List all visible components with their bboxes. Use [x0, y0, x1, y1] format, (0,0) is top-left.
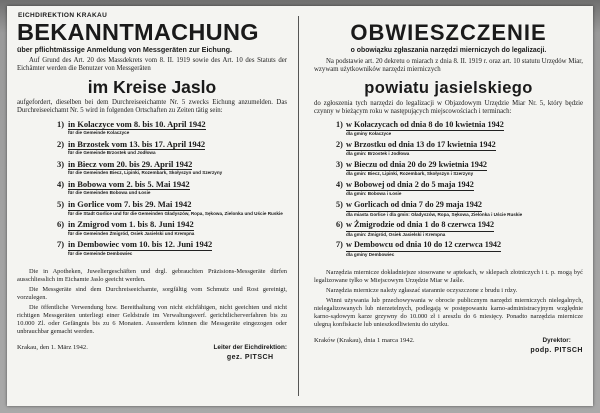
schedule-entry	[17, 239, 287, 256]
note-paragraph: Die Messgeräte sind dem Durchreiseeichamte, sorgfältig vom Schmutz und Rost gereinigt, vorzulegen.	[17, 286, 287, 302]
schedule-entry	[314, 120, 583, 137]
schedule-list	[314, 120, 583, 258]
entry-text: in Bobowa vom 2. bis 5. Mai 1942	[68, 178, 190, 189]
place-date: Krakau, den 1. März 1942.	[17, 344, 88, 352]
region-heading: powiatu jasielskiego	[364, 78, 533, 97]
office-name: EICHDIREKTION KRAKAU	[18, 12, 108, 19]
entry-text: in Zmigrod vom 1. bis 8. Juni 1942	[68, 219, 194, 230]
place-date: Kraków (Krakau), dnia 1 marca 1942.	[314, 337, 415, 345]
entry-text: in Gorlice vom 7. bis 29. Mai 1942	[68, 199, 192, 209]
entry-text: in Biecz vom 20. bis 29. April 1942	[68, 158, 193, 169]
entry-places: für die Gemeinde Dembowiec	[68, 250, 133, 256]
entry-number: 7)	[336, 240, 343, 250]
entry-places: für die Stadt Gorlice und für die Gemeinden Gładyszów, Ropa, Sękowa, Zielonka und Uście Ruskie	[68, 210, 283, 216]
intro-paragraph: Auf Grund des Art. 20 des Massdekrets vom 8. II. 1919 sowie des Art. 10 des Statuts der Eichämter werden die Benutzer von Messgeräten	[17, 57, 287, 73]
entry-number: 1)	[57, 118, 65, 129]
note-paragraph: Die öffentliche Verwendung bzw. Bereithaltung von nicht eichfähigen, nicht geeichten und nicht richtigen Messgeräten unterliegt einer Geldstrafe im Verwaltungsverf. gerichtlicherverfahren bis zu 10.000 Zl. oder Gefängnis bis zu 6 Monaten. Ausserdem können die Messgeräte eingezogen oder unbrauchbar gemacht werden.	[17, 304, 287, 336]
entry-places: für die Gemeinden Żmigród, Osiek Jasielski und Krempna	[68, 230, 195, 236]
entry-places: für die Gemeinde Kolaczyce	[68, 130, 130, 136]
schedule-entry	[314, 140, 583, 157]
note-paragraph: Narzędzia miernicze dokładniejsze stosowane w aptekach, w sklepach złotniczych i t. p. mogą być legalizowane tylko w Miejscowym Urzędzie Miar w Jaśle.	[314, 269, 583, 285]
signature-row	[314, 337, 583, 354]
schedule-entry	[17, 119, 287, 136]
closing-notes	[17, 268, 287, 336]
entry-places: dla gmin: Brzostek i Jodłowa	[346, 151, 410, 157]
subtitle: o obowiązku zgłaszania narzędzi mierniczych do legalizacji.	[350, 47, 547, 54]
entry-text: w Brzostku od dnia 13 do 17 kwietnia 1942	[346, 140, 496, 152]
entry-text: in Brzostek vom 13. bis 17. April 1942	[68, 138, 206, 149]
schedule-entry	[17, 159, 287, 176]
subtitle: über pflichtmässige Anmeldung von Messgeräten zur Eichung.	[17, 45, 232, 54]
entry-number: 6)	[336, 220, 343, 230]
entry-places: dla miasta Gorlice i dla gmin: Gładyszów, Ropa, Sękowa, Zielonka i Uście Ruskie	[346, 211, 523, 217]
entry-text: in Dembowiec vom 10. bis 12. Juni 1942	[68, 239, 213, 250]
page-title: BEKANNTMACHUNG	[17, 19, 259, 45]
page-title: OBWIESZCZENIE	[350, 20, 547, 45]
entry-number: 4)	[336, 179, 343, 189]
entry-places: für die Gemeinden Bobowa und Łosie	[68, 190, 151, 196]
entry-text: w Dembowcu od dnia 10 do 12 czerwca 1942	[346, 240, 501, 252]
signer-name: gez. PITSCH	[226, 354, 274, 362]
note-paragraph: Narzędzia miernicze należy zgłaszać starannie oczyszczone z brudu i rdzy.	[326, 287, 518, 295]
entry-text: w Gorlicach od dnia 7 do 29 maja 1942	[346, 200, 482, 212]
entry-number: 5)	[57, 199, 65, 209]
entry-number: 1)	[336, 119, 343, 129]
entry-number: 5)	[336, 200, 343, 209]
entry-places: dla gmin: Biecz, Lipinki, Rozembark, Skołyszyn i Szerzyny	[346, 171, 474, 177]
signer-role: Leiter der Eichdirektion:	[213, 344, 287, 352]
poster-sheet	[7, 6, 593, 406]
entry-number: 6)	[57, 219, 65, 230]
signature-block	[530, 337, 583, 354]
schedule-entry	[17, 199, 287, 216]
closing-notes	[314, 269, 583, 329]
entry-places: dla gminy Dembowiec	[346, 251, 395, 257]
entry-number: 2)	[57, 138, 65, 149]
entry-text: w Kołaczycach od dnia 8 do 10 kwietnia 1942	[346, 120, 504, 132]
column-divider	[298, 16, 299, 396]
entry-text: w Bieczu od dnia 20 do 29 kwietnia 1942	[346, 160, 487, 172]
intro-paragraph: Na podstawie art. 20 dekretu o miarach z dnia 8. II. 1919 r. oraz art. 10 statutu Urzędów Miar, wzywam użytkowników narzędzi mierniczych	[314, 58, 583, 74]
note-paragraph: Winni używania lub przechowywania w obrocie publicznym narzędzi mierniczych nielegalnych, nielegalizowanych lub nierzetelnych, podlegają w postępowaniu karno-administracyjnym względnie karno-sądowym karze grzywny do 10.000 zł i areszlu do 6 miesięcy. Ponadto narzędzia miernicze ulegną konfiskacie lub unieszkodliwieniu do użytku.	[314, 297, 583, 329]
entry-places: dla gminy Kołaczyce	[346, 131, 392, 137]
entry-number: 4)	[57, 178, 65, 189]
entry-places: für die Gemeinde Brzostek und Jodłowa	[68, 150, 156, 156]
signature-block	[213, 344, 287, 361]
schedule-entry	[314, 180, 583, 197]
schedule-entry	[17, 219, 287, 236]
schedule-entry	[17, 179, 287, 196]
schedule-entry	[314, 240, 583, 257]
entry-number: 2)	[336, 139, 343, 149]
schedule-list	[17, 119, 287, 257]
signer-role: Dyrektor:	[542, 337, 571, 345]
entry-places: dla gmin: Żmigród, Osiek Jasielski i Krempna	[346, 231, 446, 237]
signature-row	[17, 344, 287, 361]
signer-name: podp. PITSCH	[530, 347, 583, 355]
entry-text: w Bobowej od dnia 2 do 5 maja 1942	[346, 180, 474, 192]
entry-number: 3)	[57, 158, 65, 169]
entry-text: w Żmigrodzie od dnia 1 do 8 czerwca 1942	[346, 220, 494, 232]
polish-column	[302, 6, 593, 406]
entry-text: in Kolaczyce vom 8. bis 10. April 1942	[68, 118, 206, 129]
note-paragraph: Die in Apotheken, Juweliergeschäften und drgl. gebrauchten Präzisions-Messgeräte dürfen ausschliesslich im Eichamte Jaslo geeicht werden.	[17, 268, 287, 284]
request-paragraph: do zgłoszenia tych narzędzi do legalizacji w Objazdowym Urzędzie Miar Nr. 5, który będzie czynny w bieżącym roku w następujących miejscowościach i terminach:	[314, 99, 583, 116]
entry-number: 3)	[336, 159, 343, 169]
german-column	[7, 6, 297, 406]
schedule-entry	[17, 139, 287, 156]
entry-places: dla gmin: Bobowa i Łosie	[346, 191, 402, 197]
region-heading: im Kreise Jaslo	[87, 76, 217, 97]
schedule-entry	[314, 160, 583, 177]
schedule-entry	[314, 200, 583, 217]
request-paragraph: aufgefordert, dieselben bei dem Durchreiseeichamte Nr. 5 zwecks Eichung anzumelden. Das Durchreiseeichamt Nr. 5 wird in folgenden Ortschaften zu Zeiten tätig sein:	[17, 98, 287, 115]
entry-number: 7)	[57, 239, 65, 250]
entry-places: für die Gemeinden Biecz, Lipinki, Rozembark, Skołyszyn und Szerzyny	[68, 170, 223, 176]
schedule-entry	[314, 220, 583, 237]
